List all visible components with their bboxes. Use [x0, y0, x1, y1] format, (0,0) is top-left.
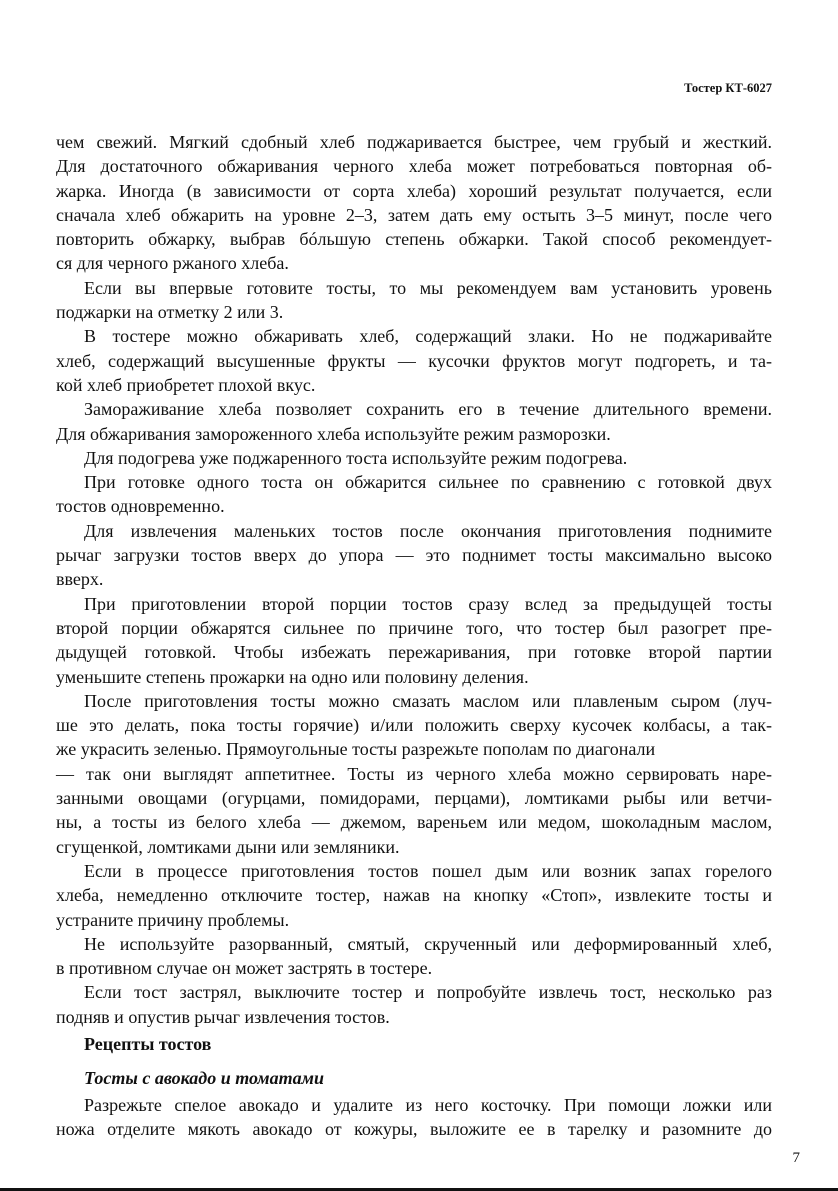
text-line: Для достаточного обжаривания черного хлеба может потребоваться повторная об- — [56, 156, 772, 177]
text-line: После приготовления тосты можно смазать маслом или плавленым сыром (луч- — [84, 690, 772, 711]
text-line: кой хлеб приобретет плохой вкус. — [56, 374, 316, 395]
text-line: Если вы впервые готовите тосты, то мы рекомендуем вам установить уровень — [84, 277, 772, 298]
text-line: Замораживание хлеба позволяет сохранить его в течение длительного времени. — [84, 399, 772, 420]
text-line: уменьшите степень прожарки на одно или половину деления. — [56, 666, 529, 687]
section-heading: Рецепты тостов — [84, 1034, 212, 1054]
text-line: жарка. Иногда (в зависимости от сорта хлеба) хороший результат получается, если — [56, 180, 772, 201]
text-line: хлеба, немедленно отключите тостер, нажав на кнопку «Стоп», извлеките тосты и — [56, 885, 772, 906]
text-line: Не используйте разорванный, смятый, скрученный или деформированный хлеб, — [84, 933, 772, 954]
text-line: ны, а тосты из белого хлеба — джемом, вареньем или медом, шоколадным маслом, — [56, 812, 772, 833]
text-line: ше это делать, пока тосты горячие) и/или положить сверху кусочек колбасы, а так- — [56, 715, 772, 736]
recipe-text — [56, 1093, 772, 1142]
text-line: Для извлечения маленьких тостов после окончания приготовления поднимите — [84, 520, 772, 541]
text-line: тостов одновременно. — [56, 496, 225, 517]
text-line: дыдущей готовкой. Чтобы избежать пережаривания, при готовке второй партии — [56, 642, 772, 663]
text-line: Для подогрева уже поджаренного тоста используйте режим подогрева. — [84, 447, 628, 468]
page-header-title: Тостер КТ-6027 — [684, 81, 772, 95]
body-text — [56, 130, 772, 1029]
text-line: занными овощами (огурцами, помидорами, перцами), ломтиками рыбы или ветчи- — [56, 788, 772, 809]
text-line: же украсить зеленью. Прямоугольные тосты разрежьте пополам по диагонали — [56, 739, 656, 760]
text-line: В тостере можно обжаривать хлеб, содержащий злаки. Но не поджаривайте — [84, 326, 772, 347]
text-line: в противном случае он может застрять в тостере. — [56, 958, 433, 979]
text-line: чем свежий. Мягкий сдобный хлеб поджаривается быстрее, чем грубый и жесткий. — [56, 132, 772, 152]
text-line: Разрежьте спелое авокадо и удалите из него косточку. При помощи ложки или — [84, 1095, 772, 1115]
text-line: При готовке одного тоста он обжарится сильнее по сравнению с готовкой двух — [84, 472, 772, 493]
text-line: второй порции обжарятся сильнее по причине того, что тостер был разогрет пре- — [56, 617, 772, 638]
text-line: подняв и опустив рычаг извлечения тостов. — [56, 1006, 390, 1027]
text-line: вверх. — [56, 569, 104, 590]
text-line: поджарки на отметку 2 или 3. — [56, 302, 284, 323]
text-line: хлеб, содержащий высушенные фрукты — кусочки фруктов могут подгореть, и та- — [56, 350, 772, 371]
text-line: устраните причину проблемы. — [56, 909, 290, 930]
text-line: — так они выглядят аппетитнее. Тосты из черного хлеба можно сервировать наре- — [56, 763, 772, 784]
page-number: 7 — [792, 1150, 800, 1166]
text-line: Если тост застрял, выключите тостер и попробуйте извлечь тост, несколько раз — [84, 982, 772, 1003]
text-line: Если в процессе приготовления тостов пошел дым или возник запах горелого — [84, 860, 772, 881]
text-line: рычаг загрузки тостов вверх до упора — это поднимет тосты максимально высоко — [56, 545, 772, 566]
recipe-subheading: Тосты с авокадо и томатами — [84, 1068, 324, 1088]
text-line: повторить обжарку, выбрав бóльшую степень обжарки. Такой способ рекомендует- — [56, 229, 772, 250]
text-line: Для обжаривания замороженного хлеба используйте режим разморозки. — [56, 423, 611, 444]
text-line: ся для черного ржаного хлеба. — [56, 253, 289, 274]
text-line: При приготовлении второй порции тостов сразу вслед за предыдущей тосты — [84, 593, 772, 614]
text-line: сгущенкой, ломтиками дыни или земляники. — [56, 836, 400, 857]
text-line: ножа отделите мякоть авокадо от кожуры, выложите ее в тарелку и разомните до — [56, 1119, 772, 1140]
text-line: сначала хлеб обжарить на уровне 2–3, затем дать ему остыть 3–5 минут, после чего — [56, 204, 772, 225]
